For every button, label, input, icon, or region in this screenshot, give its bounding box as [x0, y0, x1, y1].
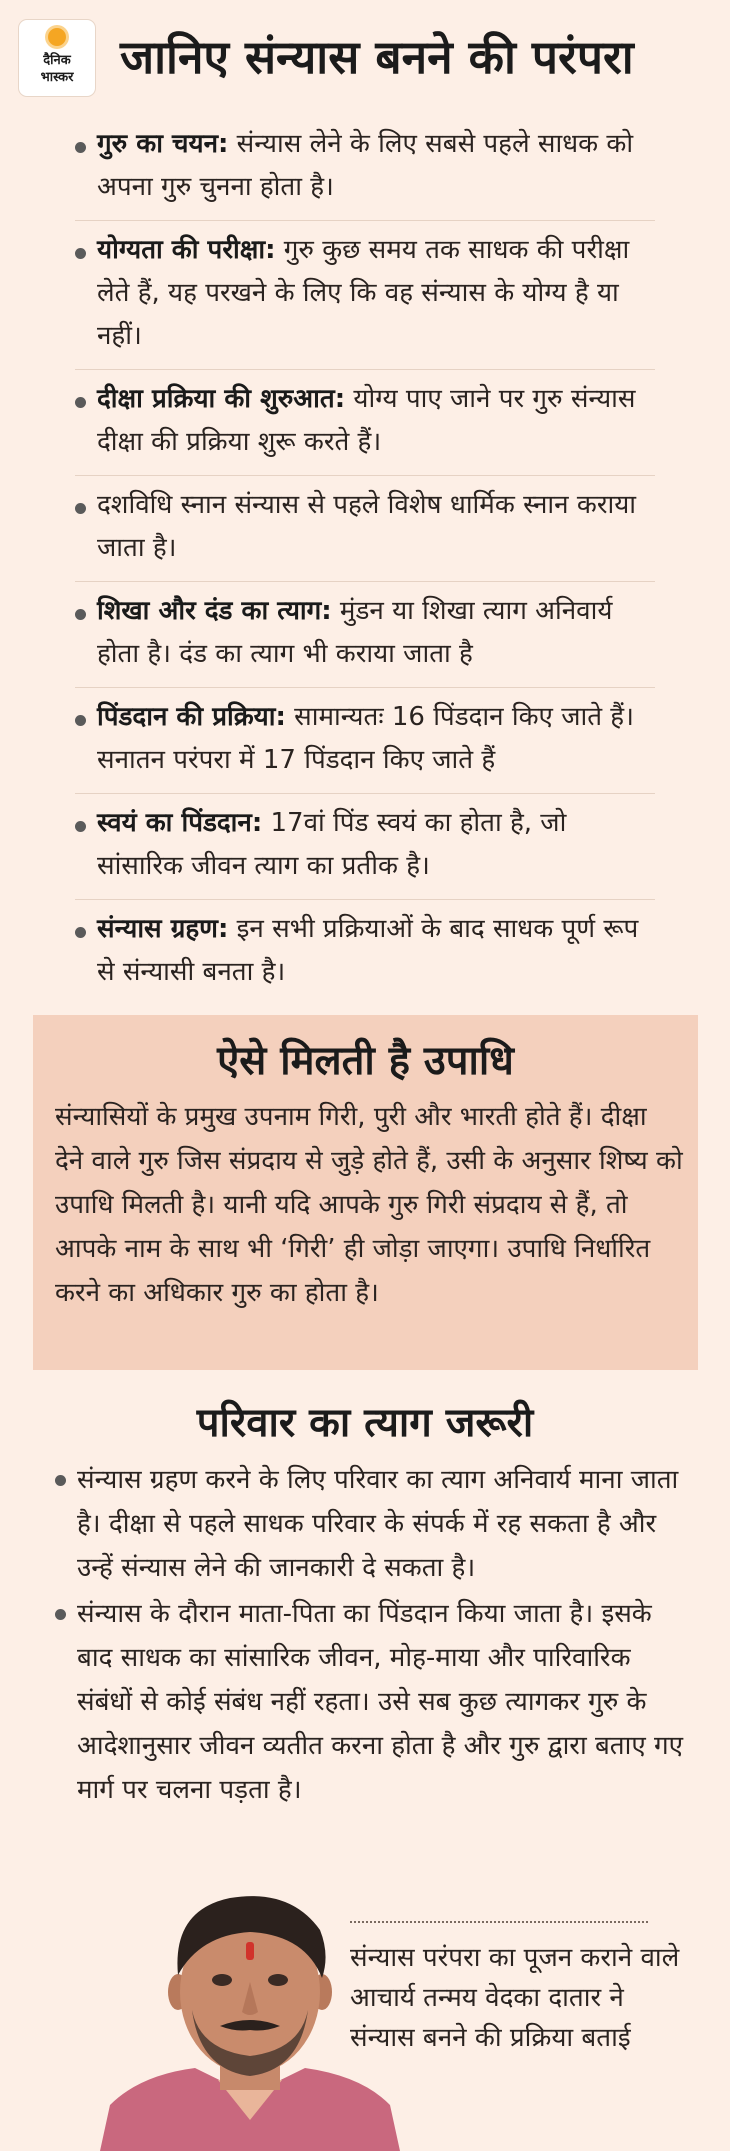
logo-line2: भास्कर [40, 70, 74, 85]
bullet-icon [75, 397, 86, 408]
step-diksha-start [75, 370, 655, 476]
step-label: पिंडदान की प्रक्रिया: [97, 702, 286, 732]
logo-line1: दैनिक [43, 53, 71, 68]
step-text: दशविधि स्नान संन्यास से पहले विशेष धार्मिक स्नान कराया जाता है। [97, 490, 637, 563]
step-shikha-dand [75, 582, 655, 688]
step-text: गुरु कुछ समय तक साधक की परीक्षा लेते हैं, यह परखने के लिए कि वह संन्यास के योग्य है या नहीं। [97, 235, 630, 351]
bullet-icon [55, 1609, 66, 1620]
step-text: सामान्यतः 16 पिंडदान किए जाते हैं। सनातन परंपरा में 17 पिंडदान किए जाते हैं [97, 702, 634, 775]
step-label: गुरु का चयन: [97, 129, 229, 159]
family-title: परिवार का त्याग जरूरी [196, 1400, 534, 1446]
bullet-icon [75, 248, 86, 259]
family-list [55, 1458, 685, 1814]
sun-icon [48, 28, 66, 46]
step-text: 17वां पिंड स्वयं का होता है, जो सांसारिक जीवन त्याग का प्रतीक है। [97, 808, 567, 881]
family-item-text: संन्यास ग्रहण करने के लिए परिवार का त्याग अनिवार्य माना जाता है। दीक्षा से पहले साधक परिवार के संपर्क में रह सकता है और उन्हें संन्यास लेने की जानकारी दे सकता है। [77, 1465, 679, 1583]
upadhi-box [33, 1015, 698, 1370]
family-item-text: संन्यास के दौरान माता-पिता का पिंडदान किया जाता है। इसके बाद साधक का सांसारिक जीवन, मोह-माया और पारिवारिक संबंधों से कोई संबंध नहीं रहता। उसे सब कुछ त्यागकर गुरु के आदेशानुसार जीवन व्यतीत करना होता है और गुरु द्वारा बताए गए मार्ग पर चलना पड़ता है। [77, 1599, 684, 1805]
step-label: स्वयं का पिंडदान: [97, 808, 263, 838]
step-text: मुंडन या शिखा त्याग अनिवार्य होता है। दंड का त्याग भी कराया जाता है [97, 596, 613, 669]
bullet-icon [75, 142, 86, 153]
step-label: शिखा और दंड का त्याग: [97, 596, 332, 626]
bullet-icon [55, 1475, 66, 1486]
dainik-bhaskar-logo [19, 20, 95, 96]
step-label: दीक्षा प्रक्रिया की शुरुआत: [97, 384, 346, 414]
step-self-pinddan [75, 794, 655, 900]
step-text: इन सभी प्रक्रियाओं के बाद साधक पूर्ण रूप से संन्यासी बनता है। [97, 914, 639, 987]
upadhi-body: संन्यासियों के प्रमुख उपनाम गिरी, पुरी और भारती होते हैं। दीक्षा देने वाले गुरु जिस संप्रदाय से जुड़े होते हैं, उसी के अनुसार शिष्य को उपाधि मिलती है। यानी यदि आपके गुरु गिरी संप्रदाय से हैं, तो आपके नाम के साथ भी ‘गिरी’ ही जोड़ा जाएगा। उपाधि निर्धारित करने का अधिकार गुरु का होता है। [55, 1102, 683, 1308]
family-item [55, 1592, 685, 1812]
bullet-icon [75, 503, 86, 514]
step-text: योग्य पाए जाने पर गुरु संन्यास दीक्षा की प्रक्रिया शुरू करते हैं। [97, 384, 636, 457]
step-text: संन्यास लेने के लिए सबसे पहले साधक को अपना गुरु चुनना होता है। [97, 129, 634, 202]
step-sanyas-grahan [75, 900, 655, 1005]
step-eligibility-test [75, 221, 655, 370]
bullet-icon [75, 715, 86, 726]
step-label: योग्यता की परीक्षा: [97, 235, 276, 265]
family-item [55, 1458, 685, 1590]
caption-divider [350, 1921, 648, 1923]
bullet-icon [75, 821, 86, 832]
header [0, 0, 730, 120]
logo-text [21, 52, 93, 86]
bullet-icon [75, 609, 86, 620]
upadhi-title: ऐसे मिलती है उपाधि [217, 1038, 514, 1084]
step-dashvidhi-snan [75, 476, 655, 582]
page-title: जानिए संन्यास बनने की परंपरा [120, 30, 634, 84]
photo-caption: संन्यास परंपरा का पूजन कराने वाले आचार्य तन्मय वेदका दातार ने संन्यास बनने की प्रक्रिया बताई [350, 1943, 680, 2053]
bullet-icon [75, 927, 86, 938]
step-guru-selection [75, 115, 655, 221]
step-label: संन्यास ग्रहण: [97, 914, 229, 944]
steps-list [75, 115, 655, 1005]
step-pinddan-process [75, 688, 655, 794]
